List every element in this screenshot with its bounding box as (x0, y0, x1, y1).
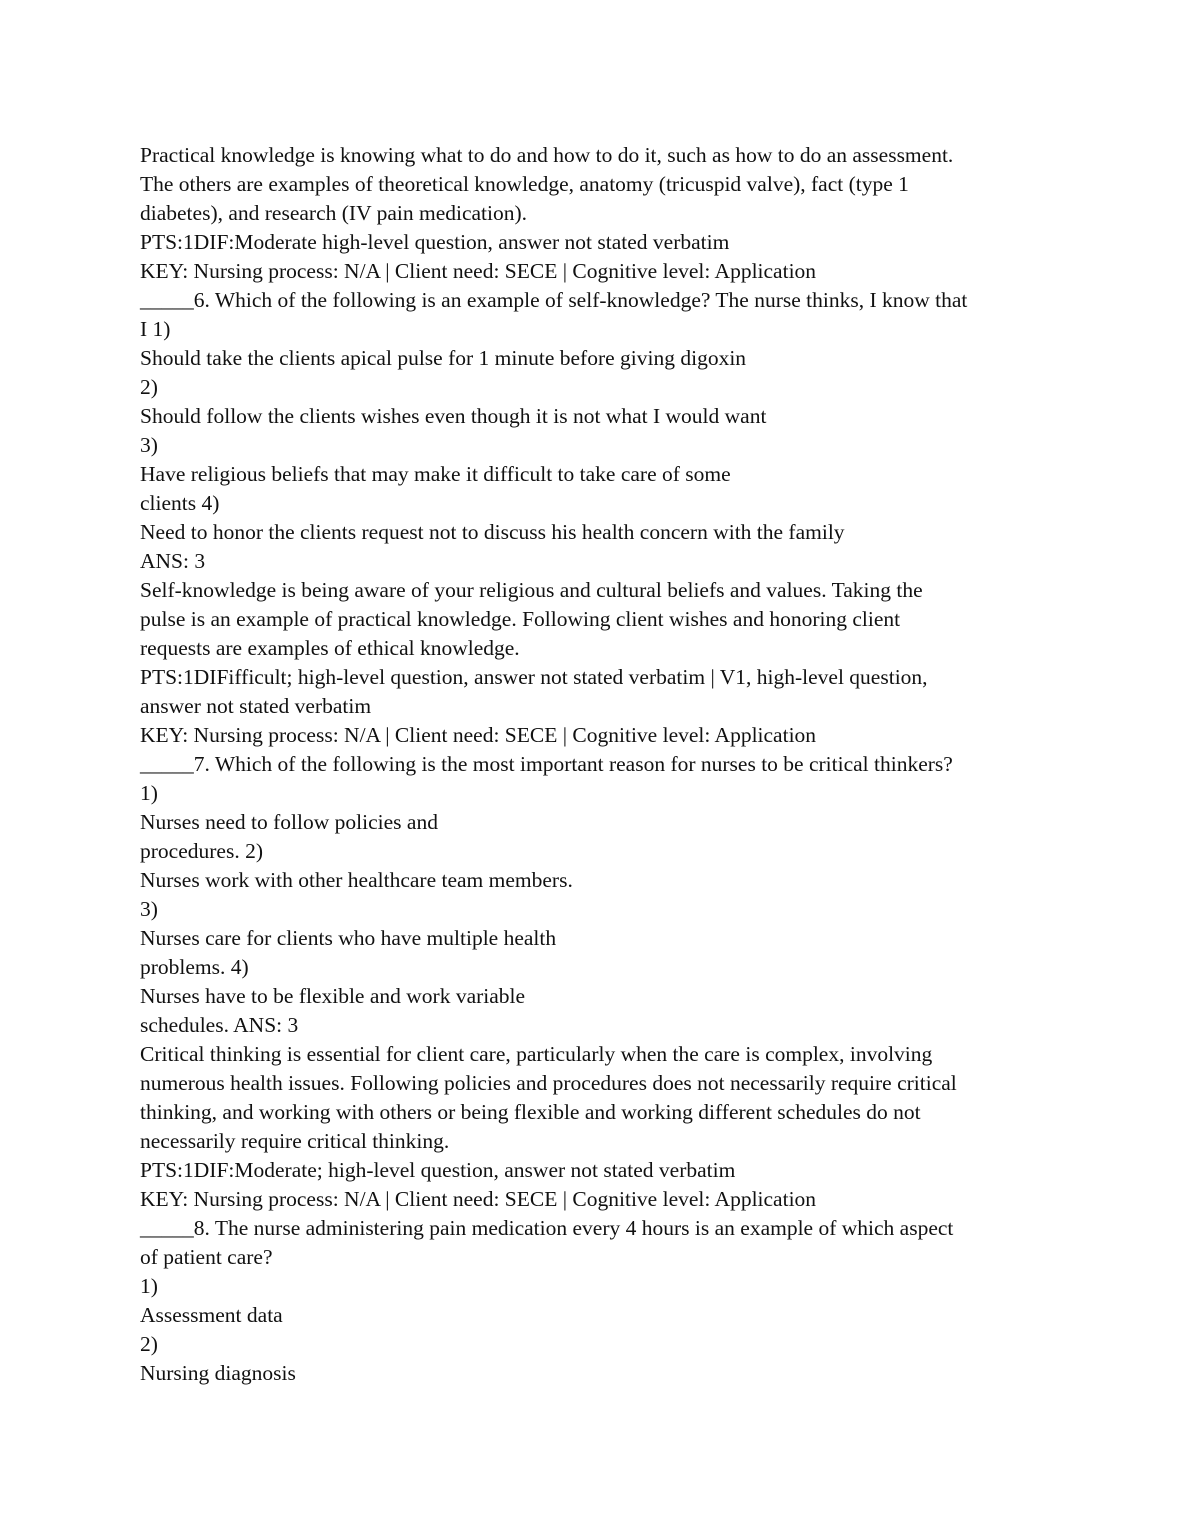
answer-line: schedules. ANS: 3 (140, 1013, 299, 1037)
option-text: Need to honor the clients request not to discuss his health concern with the family (140, 520, 845, 544)
option-number: 3) (140, 897, 158, 921)
text-line: KEY: Nursing process: N/A | Client need: SECE | Cognitive level: Application (140, 1187, 817, 1211)
option-number: 3) (140, 433, 158, 457)
question-8: _____8. The nurse administering pain medication every 4 hours is an example of which aspect (140, 1216, 954, 1240)
option-text: Should take the clients apical pulse for 1 minute before giving digoxin (140, 346, 747, 370)
option-text: Nurses have to be flexible and work variable (140, 984, 526, 1008)
option-number: 1) (140, 781, 158, 805)
question-7: _____7. Which of the following is the most important reason for nurses to be critical thinkers? (140, 752, 953, 776)
option-number: 2) (140, 1332, 158, 1356)
document-page (140, 141, 1060, 1388)
answer-line: ANS: 3 (140, 549, 206, 573)
option-text: Nurses care for clients who have multiple health (140, 926, 557, 950)
option-number: 1) (140, 1274, 158, 1298)
text-line: PTS:1DIF:Moderate; high-level question, answer not stated verbatim (140, 1158, 736, 1182)
rationale-line: pulse is an example of practical knowledge. Following client wishes and honoring client (140, 607, 901, 631)
rationale-line: numerous health issues. Following policies and procedures does not necessarily require critical (140, 1071, 957, 1095)
option-text: Nursing diagnosis (140, 1361, 296, 1385)
text-line: clients 4) (140, 491, 220, 515)
option-text: Should follow the clients wishes even though it is not what I would want (140, 404, 767, 428)
text-line: I 1) (140, 317, 171, 341)
text-line: answer not stated verbatim (140, 694, 372, 718)
rationale-line: Critical thinking is essential for client care, particularly when the care is complex, involving (140, 1042, 933, 1066)
option-text: Assessment data (140, 1303, 283, 1327)
text-line: of patient care? (140, 1245, 273, 1269)
option-text: Have religious beliefs that may make it difficult to take care of some (140, 462, 731, 486)
rationale-line: thinking, and working with others or being flexible and working different schedules do not (140, 1100, 921, 1124)
text-line: KEY: Nursing process: N/A | Client need: SECE | Cognitive level: Application (140, 723, 817, 747)
option-text: Nurses need to follow policies and (140, 810, 438, 834)
text-line: Practical knowledge is knowing what to do and how to do it, such as how to do an assessment. (140, 143, 954, 167)
text-line: PTS:1DIFifficult; high-level question, answer not stated verbatim | V1, high-level question, (140, 665, 928, 689)
option-text: Nurses work with other healthcare team members. (140, 868, 573, 892)
rationale-line: necessarily require critical thinking. (140, 1129, 450, 1153)
text-line: diabetes), and research (IV pain medication). (140, 201, 528, 225)
text-line: problems. 4) (140, 955, 249, 979)
rationale-line: requests are examples of ethical knowledge. (140, 636, 520, 660)
text-line: The others are examples of theoretical knowledge, anatomy (tricuspid valve), fact (type 1 (140, 172, 909, 196)
question-6: _____6. Which of the following is an example of self-knowledge? The nurse thinks, I know that (140, 288, 968, 312)
text-line: KEY: Nursing process: N/A | Client need: SECE | Cognitive level: Application (140, 259, 817, 283)
text-line: PTS:1DIF:Moderate high-level question, answer not stated verbatim (140, 230, 730, 254)
rationale-line: Self-knowledge is being aware of your religious and cultural beliefs and values. Taking the (140, 578, 923, 602)
text-line: procedures. 2) (140, 839, 263, 863)
option-number: 2) (140, 375, 158, 399)
